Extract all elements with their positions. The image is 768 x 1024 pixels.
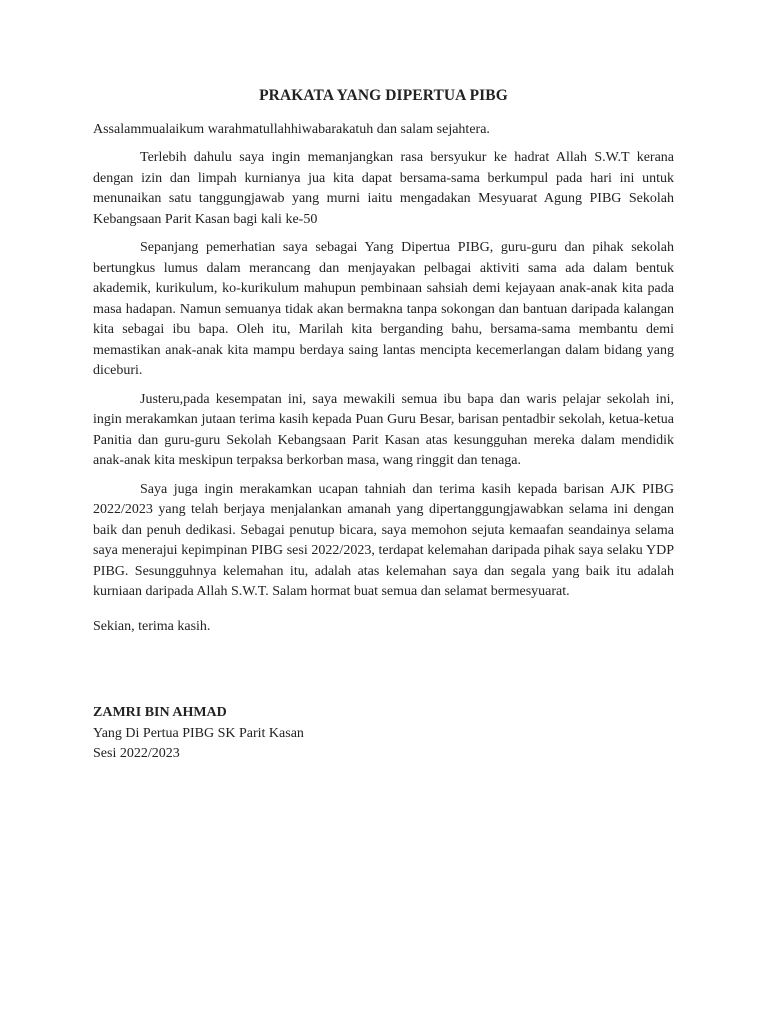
document-title: PRAKATA YANG DIPERTUA PIBG <box>259 87 508 104</box>
document-page <box>93 86 674 765</box>
paragraph-1: Terlebih dahulu saya ingin memanjangkan rasa bersyukur ke hadrat Allah S.W.T kerana dengan izin dan limpah kurnianya jua kita dapat bersama-sama berkumpul pada hari ini untuk menunaikan satu tanggungjawab yang murni iaitu mengadakan Mesyuarat Agung PIBG Sekolah Kebangsaan Parit Kasan bagi kali ke-50 <box>93 150 674 227</box>
closing-text: Sekian, terima kasih. <box>93 618 211 634</box>
signatory-name: ZAMRI BIN AHMAD <box>93 705 227 720</box>
paragraph-4: Saya juga ingin merakamkan ucapan tahniah dan terima kasih kepada barisan AJK PIBG 2022/2023 yang telah berjaya menjalankan amanah yang dipertanggungjawabkan selama ini dengan baik dan penuh dedikasi. Sebagai penutup bicara, saya memohon sejuta kemaafan seandainya selama saya menerajui kepimpinan PIBG sesi 2022/2023, terdapat kelemahan daripada pihak saya selaku YDP PIBG. Sesungguhnya kelemahan itu, adalah atas kelemahan saya dan segala yang baik itu adalah kurniaan daripada Allah S.W.T. Salam hormat buat semua dan selamat bermesyuarat. <box>93 481 674 599</box>
greeting-text: Assalammualaikum warahmatullahhiwabarakatuh dan salam sejahtera. <box>93 121 490 137</box>
signatory-position: Yang Di Pertua PIBG SK Parit Kasan <box>93 725 304 741</box>
paragraph-2: Sepanjang pemerhatian saya sebagai Yang Dipertua PIBG, guru-guru dan pihak sekolah bertungkus lumus dalam merancang dan menjayakan pelbagai aktiviti sama ada dalam bentuk akademik, kurikulum, ko-kurikulum mahupun pembinaan sahsiah demi kejayaan anak-anak kita pada masa hadapan. Namun semuanya tidak akan bermakna tanpa sokongan dan bantuan daripada kalangan kita sebagai ibu bapa. Oleh itu, Marilah kita berganding bahu, bersama-sama membantu demi memastikan anak-anak kita mampu berdaya saing lantas mencipta kecemerlangan dalam bidang yang diceburi. <box>93 240 674 378</box>
paragraph-3: Justeru,pada kesempatan ini, saya mewakili semua ibu bapa dan waris pelajar sekolah ini, ingin merakamkan jutaan terima kasih kepada Puan Guru Besar, barisan pentadbir sekolah, ketua-ketua Panitia dan guru-guru Sekolah Kebangsaan Parit Kasan atas kesungguhan mereka dalam mendidik anak-anak kita meskipun terpaksa berkorban masa, wang ringgit dan tenaga. <box>93 391 674 468</box>
signature-block <box>93 703 674 765</box>
signatory-session: Sesi 2022/2023 <box>93 746 180 761</box>
